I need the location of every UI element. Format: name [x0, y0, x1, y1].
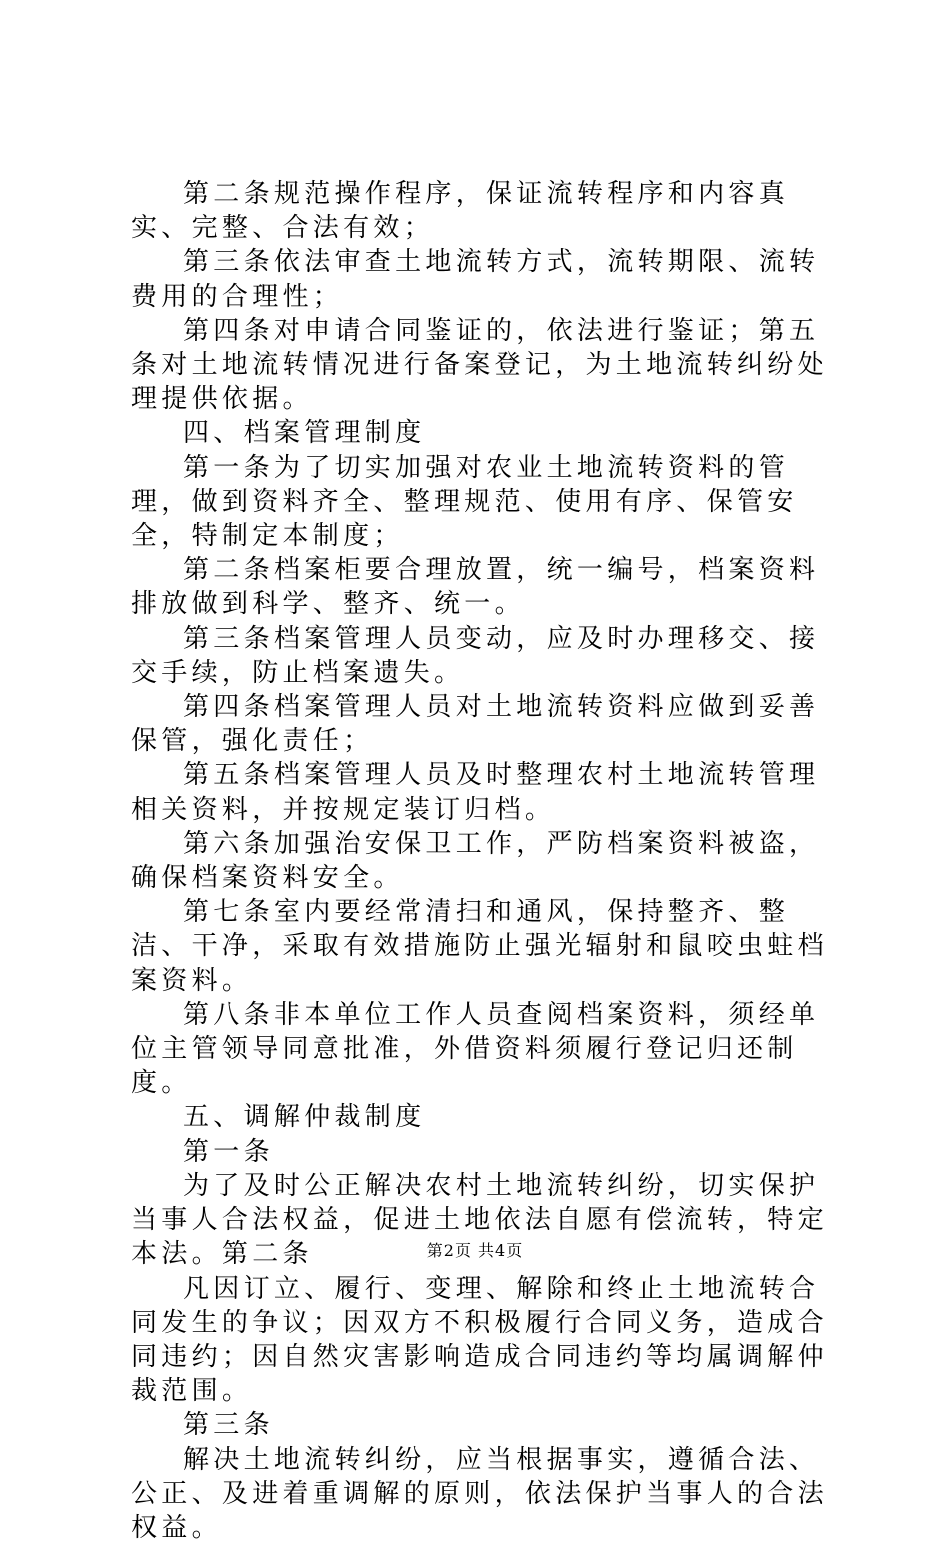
paragraph: 第二条规范操作程序，保证流转程序和内容真实、完整、合法有效； — [131, 179, 790, 244]
section-heading: 四、档案管理制度 — [183, 418, 426, 449]
paragraph: 凡因订立、履行、变理、解除和终止土地流转合同发生的争议；因双方不积极履行合同义务，造成合同违约；因自然灾害影响造成合同违约等均属调解仲裁范围。 — [131, 1273, 828, 1407]
paragraph: 第二条档案柜要合理放置，统一编号，档案资料排放做到科学、整齐、统一。 — [131, 555, 820, 620]
document-body — [131, 177, 831, 1545]
paragraph: 第三条依法审查土地流转方式，流转期限、流转费用的合理性； — [131, 247, 820, 312]
paragraph: 第三条档案管理人员变动，应及时办理移交、接交手续，防止档案遗失。 — [131, 623, 820, 688]
paragraph: 第一条为了切实加强对农业土地流转资料的管理，做到资料齐全、整理规范、使用有序、保管安全，特制定本制度； — [131, 452, 798, 552]
paragraph: 第六条加强治安保卫工作，严防档案资料被盗，确保档案资料安全。 — [131, 828, 820, 894]
paragraph: 为了及时公正解决农村土地流转纠纷，切实保护当事人合法权益，促进土地依法自愿有偿流转，特定本法。第二条 — [131, 1170, 828, 1270]
article-label: 第一条 — [183, 1136, 274, 1167]
page-number-footer: 第2页 共4页 — [426, 1241, 524, 1260]
paragraph: 第七条室内要经常清扫和通风，保持整齐、整洁、干净，采取有效措施防止强光辐射和鼠咬虫蛀档案资料。 — [131, 897, 828, 996]
article-label: 第三条 — [183, 1410, 274, 1441]
paragraph: 第四条档案管理人员对土地流转资料应做到妥善保管，强化责任； — [131, 692, 820, 757]
paragraph: 第四条对申请合同鉴证的，依法进行鉴证；第五条对土地流转情况进行备案登记，为土地流转纠纷处理提供依据。 — [131, 315, 828, 415]
paragraph: 解决土地流转纠纷，应当根据事实，遵循合法、公正、及进着重调解的原则，依法保护当事人的合法权益。 — [131, 1444, 828, 1543]
paragraph: 第八条非本单位工作人员查阅档案资料，须经单位主管领导同意批准，外借资料须履行登记归还制度。 — [131, 999, 820, 1099]
paragraph: 第五条档案管理人员及时整理农村土地流转管理相关资料，并按规定装订归档。 — [131, 760, 820, 825]
section-heading: 五、调解仲裁制度 — [183, 1102, 426, 1133]
